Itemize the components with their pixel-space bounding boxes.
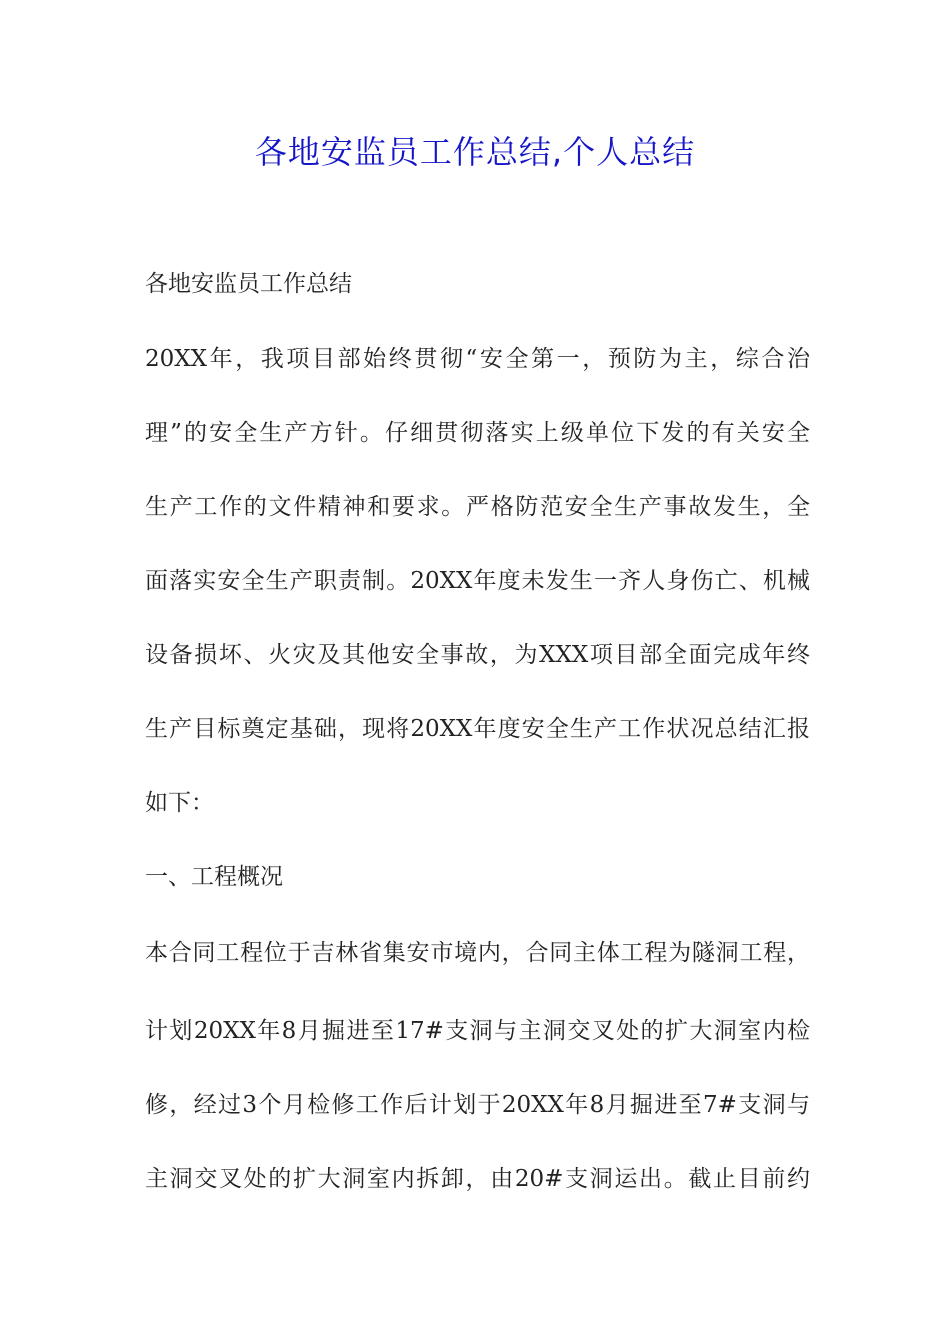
paragraph-line: 如下： [145,790,214,816]
document-body [145,0,810,1344]
paragraph-line: 设备损坏、火灾及其他安全事故，为XXX项目部全面完成年终 [145,642,810,668]
paragraph-line: 生产目标奠定基础，现将20XX年度安全生产工作状况总结汇报 [145,716,810,742]
paragraph-line: 本合同工程位于吉林省集安市境内，合同主体工程为隧洞工程， [145,940,810,966]
paragraph-line: 20XX年，我项目部始终贯彻“安全第一，预防为主，综合治 [145,346,810,372]
section-heading: 各地安监员工作总结 [145,271,352,297]
document-title: 各地安监员工作总结,个人总结 [254,133,696,171]
paragraph-line: 主洞交叉处的扩大洞室内拆卸，由20#支洞运出。截止目前约 [145,1166,810,1192]
paragraph-line: 生产工作的文件精神和要求。严格防范安全生产事故发生，全 [145,494,810,520]
paragraph-line: 修，经过3个月检修工作后计划于20XX年8月掘进至7#支洞与 [145,1092,810,1118]
paragraph-line: 理”的安全生产方针。仔细贯彻落实上级单位下发的有关安全 [145,420,810,446]
paragraph-line: 面落实安全生产职责制。20XX年度未发生一齐人身伤亡、机械 [145,568,810,594]
section-heading-overview: 一、工程概况 [145,864,283,890]
paragraph-line: 计划20XX年8月掘进至17#支洞与主洞交叉处的扩大洞室内检 [145,1018,810,1044]
